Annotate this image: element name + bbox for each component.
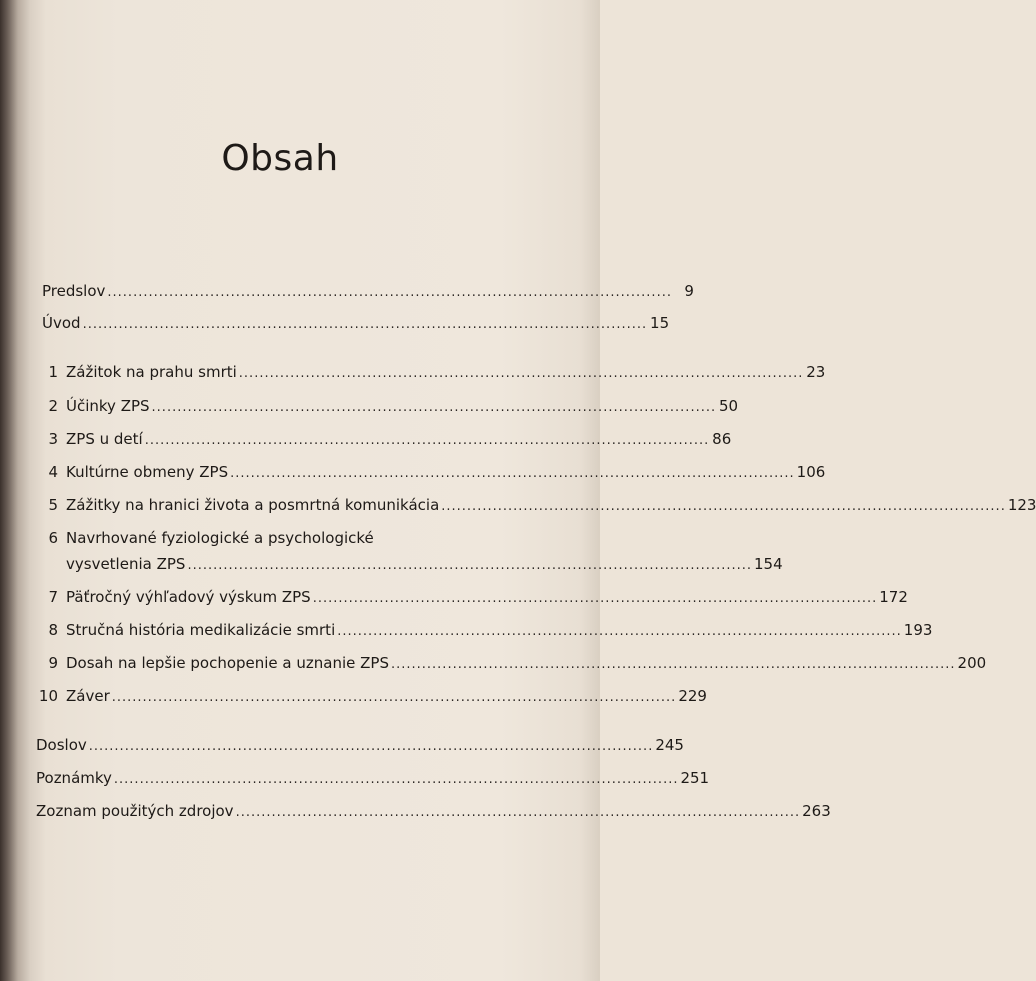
toc-chapter-10 <box>30 685 707 707</box>
toc-entry-page: 23 <box>806 363 826 381</box>
chapter-number: 5 <box>48 496 58 514</box>
toc-chapter-5 <box>30 494 1036 516</box>
chapter-number: 8 <box>48 621 58 639</box>
toc-entry-page: 50 <box>719 397 739 415</box>
toc-entry-title: Zážitky na hranici života a posmrtná komunikácia <box>66 496 440 514</box>
toc-entry-title: Zoznam použitých zdrojov <box>36 802 234 820</box>
toc-entry-page: 86 <box>712 430 732 448</box>
page-title: Obsah <box>221 138 339 179</box>
toc-entry-page: 15 <box>650 314 670 332</box>
toc-entry-title: Zážitok na prahu smrti <box>66 363 237 381</box>
dot-leader: .............................................................................................................. <box>230 466 795 481</box>
dot-leader: .............................................................................................................. <box>82 317 648 332</box>
toc-chapter-2 <box>30 395 739 417</box>
dot-leader: .............................................................................................................. <box>144 433 710 448</box>
dot-leader: .............................................................................................................. <box>337 624 902 639</box>
dot-leader: .............................................................................................................. <box>151 400 717 415</box>
toc-entry-page: 229 <box>678 687 707 705</box>
chapter-number: 1 <box>48 363 58 381</box>
toc-chapter-1 <box>30 361 826 383</box>
toc-chapter-3 <box>30 428 732 450</box>
toc-entry-zdroje <box>36 800 831 822</box>
dot-leader: .............................................................................................................. <box>88 739 654 754</box>
chapter-number: 3 <box>48 430 58 448</box>
chapter-number: 6 <box>48 529 58 547</box>
toc-entry-title: Poznámky <box>36 769 112 787</box>
dot-leader: .............................................................................................................. <box>390 657 956 672</box>
toc-entry-title: Predslov <box>42 282 106 300</box>
toc-chapter-4 <box>30 461 826 483</box>
dot-leader: .............................................................................................................. <box>111 690 677 705</box>
toc-entry-title: Úvod <box>42 314 81 332</box>
toc-entry-page: 245 <box>655 736 684 754</box>
chapter-number: 9 <box>48 654 58 672</box>
toc-entry-page: 123 <box>1007 496 1036 514</box>
toc-entry-page: 9 <box>684 282 694 300</box>
dot-leader: .............................................................................................................. <box>238 366 804 381</box>
toc-entry-doslov <box>36 734 684 756</box>
toc-entry-title: Dosah na lepšie pochopenie a uznanie ZPS <box>66 654 389 672</box>
toc-entry-predslov <box>42 280 694 302</box>
chapter-number: 4 <box>48 463 58 481</box>
toc-entry-title: Stručná história medikalizácie smrti <box>66 621 336 639</box>
toc-chapter-8 <box>30 619 933 641</box>
toc-entry-page: 154 <box>754 555 783 573</box>
toc-entry-title: Kultúrne obmeny ZPS <box>66 463 229 481</box>
toc-entry-title: Účinky ZPS <box>66 397 150 415</box>
toc-entry-page: 200 <box>957 654 987 672</box>
dot-leader: .............................................................................................................. <box>441 499 1006 514</box>
toc-entry-title: Doslov <box>36 736 87 754</box>
dot-leader: .............................................................................................................. <box>312 591 878 606</box>
toc-entry-title: ZPS u detí <box>66 430 143 448</box>
toc-entry-page: 251 <box>680 769 710 787</box>
toc-entry-title: Navrhované fyziologické a psychologické <box>66 529 374 547</box>
chapter-number: 7 <box>48 588 58 606</box>
toc-entry-uvod <box>42 312 670 334</box>
toc-chapter-7 <box>30 586 908 608</box>
dot-leader: .............................................................................................................. <box>107 285 672 300</box>
chapter-number: 2 <box>48 397 58 415</box>
toc-entry-page: 172 <box>879 588 908 606</box>
toc-entry-page: 193 <box>903 621 933 639</box>
toc-chapter-6 <box>30 527 514 549</box>
toc-entry-title: Päťročný výhľadový výskum ZPS <box>66 588 311 606</box>
toc-entry-poznamky <box>36 767 710 789</box>
toc-chapter-6-continued <box>66 553 783 575</box>
toc-entry-title: Záver <box>66 687 110 705</box>
toc-entry-page: 106 <box>796 463 826 481</box>
dot-leader: .............................................................................................................. <box>235 805 801 820</box>
dot-leader: .............................................................................................................. <box>113 772 679 787</box>
chapter-number: 10 <box>38 687 58 705</box>
toc-entry-title-continued: vysvetlenia ZPS <box>66 555 186 573</box>
toc-chapter-9 <box>30 652 987 674</box>
toc-entry-page: 263 <box>802 802 831 820</box>
dot-leader: .............................................................................................................. <box>187 558 752 573</box>
